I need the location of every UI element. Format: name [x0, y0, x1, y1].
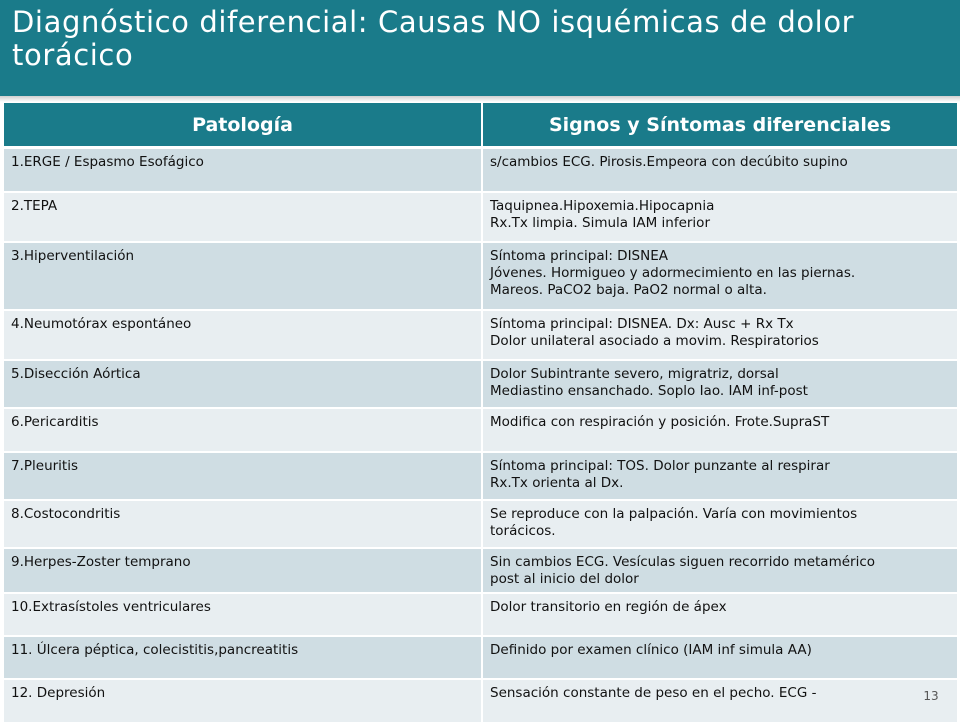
title-divider [0, 96, 960, 102]
differential-diagnosis-table [4, 103, 957, 724]
signs-cell: Síntoma principal: DISNEA. Dx: Ausc + Rx Tx Dolor unilateral asociado a movim. Respiratorios [482, 310, 957, 360]
table-row [4, 148, 957, 192]
pathology-cell: 8.Costocondritis [4, 500, 482, 548]
table-row [4, 593, 957, 636]
pathology-cell: 3.Hiperventilación [4, 242, 482, 310]
table-row [4, 500, 957, 548]
pathology-cell: 10.Extrasístoles ventriculares [4, 593, 482, 636]
table-row [4, 192, 957, 242]
signs-cell: Síntoma principal: DISNEA Jóvenes. Hormigueo y adormecimiento en las piernas. Mareos. PaCO2 baja. PaO2 normal o alta. [482, 242, 957, 310]
signs-cell: Sin cambios ECG. Vesículas siguen recorrido metamérico post al inicio del dolor [482, 548, 957, 593]
pathology-cell: 11. Úlcera péptica, colecistitis,pancreatitis [4, 636, 482, 679]
table-header-row [4, 103, 957, 148]
pathology-cell: 12. Depresión [4, 679, 482, 723]
pathology-cell: 1.ERGE / Espasmo Esofágico [4, 148, 482, 192]
signs-cell: Dolor transitorio en región de ápex [482, 593, 957, 636]
title-bar [0, 0, 960, 96]
signs-cell: Taquipnea.Hipoxemia.Hipocapnia Rx.Tx limpia. Simula IAM inferior [482, 192, 957, 242]
pathology-cell: 4.Neumotórax espontáneo [4, 310, 482, 360]
table-row [4, 408, 957, 452]
pathology-cell: 7.Pleuritis [4, 452, 482, 500]
signs-cell: Síntoma principal: TOS. Dolor punzante al respirar Rx.Tx orienta al Dx. [482, 452, 957, 500]
header-pathology: Patología [4, 103, 482, 148]
pathology-cell: 2.TEPA [4, 192, 482, 242]
signs-cell: s/cambios ECG. Pirosis.Empeora con decúbito supino [482, 148, 957, 192]
table-row [4, 679, 957, 723]
table-row [4, 242, 957, 310]
pathology-cell: 9.Herpes-Zoster temprano [4, 548, 482, 593]
table-row [4, 310, 957, 360]
signs-cell: Definido por examen clínico (IAM inf simula AA) [482, 636, 957, 679]
pathology-cell: 5.Disección Aórtica [4, 360, 482, 408]
signs-cell: Modifica con respiración y posición. Frote.SupraST [482, 408, 957, 452]
table-row [4, 452, 957, 500]
table-row [4, 548, 957, 593]
slide-title: Diagnóstico diferencial: Causas NO isquémicas de dolor torácico [12, 5, 855, 72]
page-number: 13 [923, 689, 939, 703]
pathology-cell: 6.Pericarditis [4, 408, 482, 452]
signs-cell: Dolor Subintrante severo, migratriz, dorsal Mediastino ensanchado. Soplo Iao. IAM inf-post [482, 360, 957, 408]
table-row [4, 636, 957, 679]
signs-cell: Se reproduce con la palpación. Varía con movimientos torácicos. [482, 500, 957, 548]
table-row [4, 360, 957, 408]
header-signs-symptoms: Signos y Síntomas diferenciales [482, 103, 957, 148]
signs-cell: Sensación constante de peso en el pecho. ECG - [482, 679, 957, 723]
